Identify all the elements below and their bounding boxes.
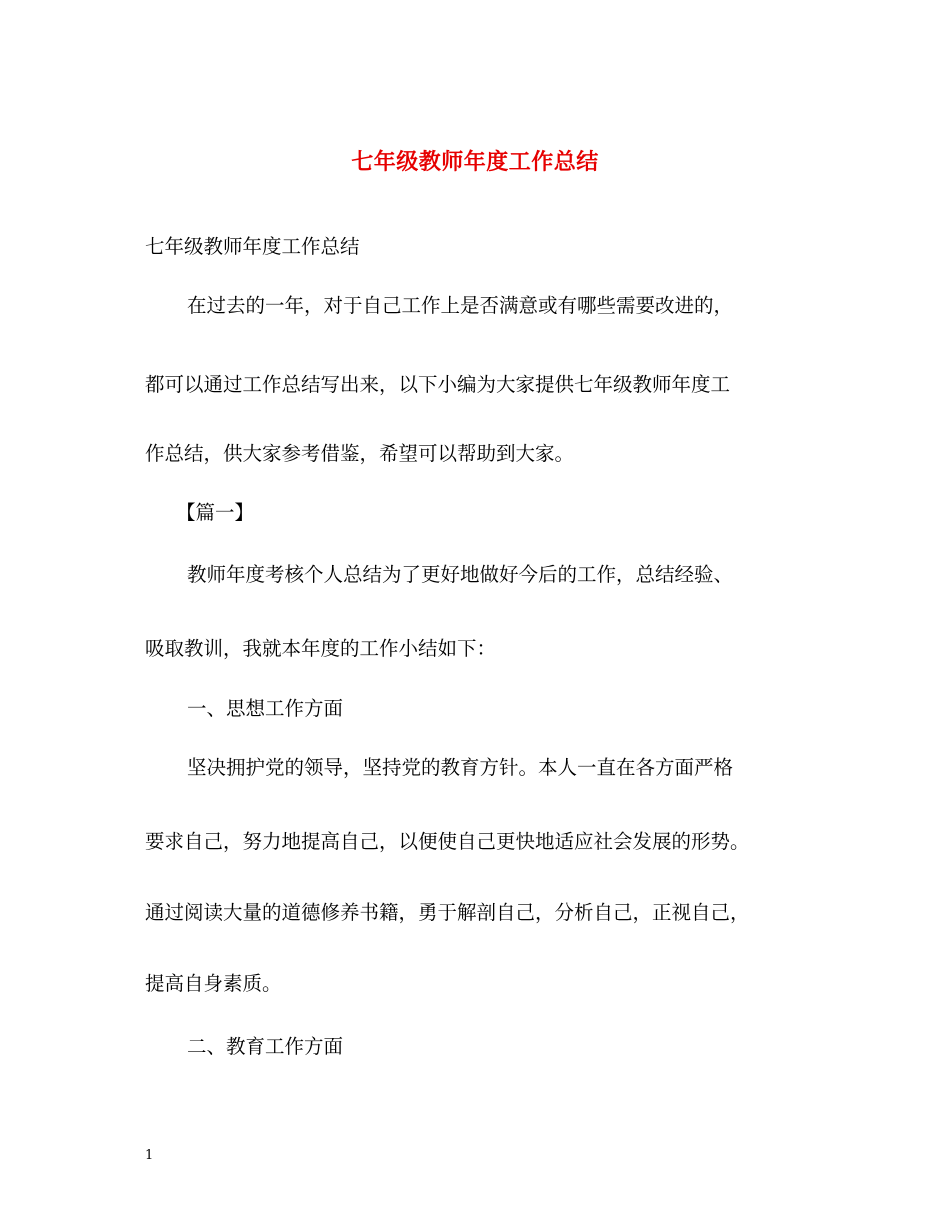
section-heading: 一、思想工作方面 [187, 697, 344, 720]
paragraph-line: 要求自己，努力地提高自己，以便使自己更快地适应社会发展的形势。 [145, 830, 750, 853]
section-heading: 【篇一】 [176, 501, 255, 524]
paragraph-line: 在过去的一年，对于自己工作上是否满意或有哪些需要改进的， [187, 294, 734, 317]
page-number: 1 [145, 1148, 154, 1163]
paragraph-line: 作总结，供大家参考借鉴，希望可以帮助到大家。 [145, 442, 575, 465]
paragraph-line: 提高自身素质。 [145, 972, 282, 995]
document-title: 七年级教师年度工作总结 [351, 149, 599, 175]
paragraph-line: 坚决拥护党的领导，坚持党的教育方针。本人一直在各方面严格 [187, 756, 734, 779]
document-subtitle: 七年级教师年度工作总结 [145, 235, 360, 258]
paragraph-line: 都可以通过工作总结写出来，以下小编为大家提供七年级教师年度工 [145, 373, 731, 396]
paragraph-line: 吸取教训，我就本年度的工作小结如下： [145, 637, 497, 660]
paragraph-line: 教师年度考核个人总结为了更好地做好今后的工作，总结经验、 [187, 563, 734, 586]
paragraph-line: 通过阅读大量的道德修养书籍，勇于解剖自己，分析自己，正视自己， [145, 901, 750, 924]
section-heading: 二、教育工作方面 [187, 1035, 344, 1058]
